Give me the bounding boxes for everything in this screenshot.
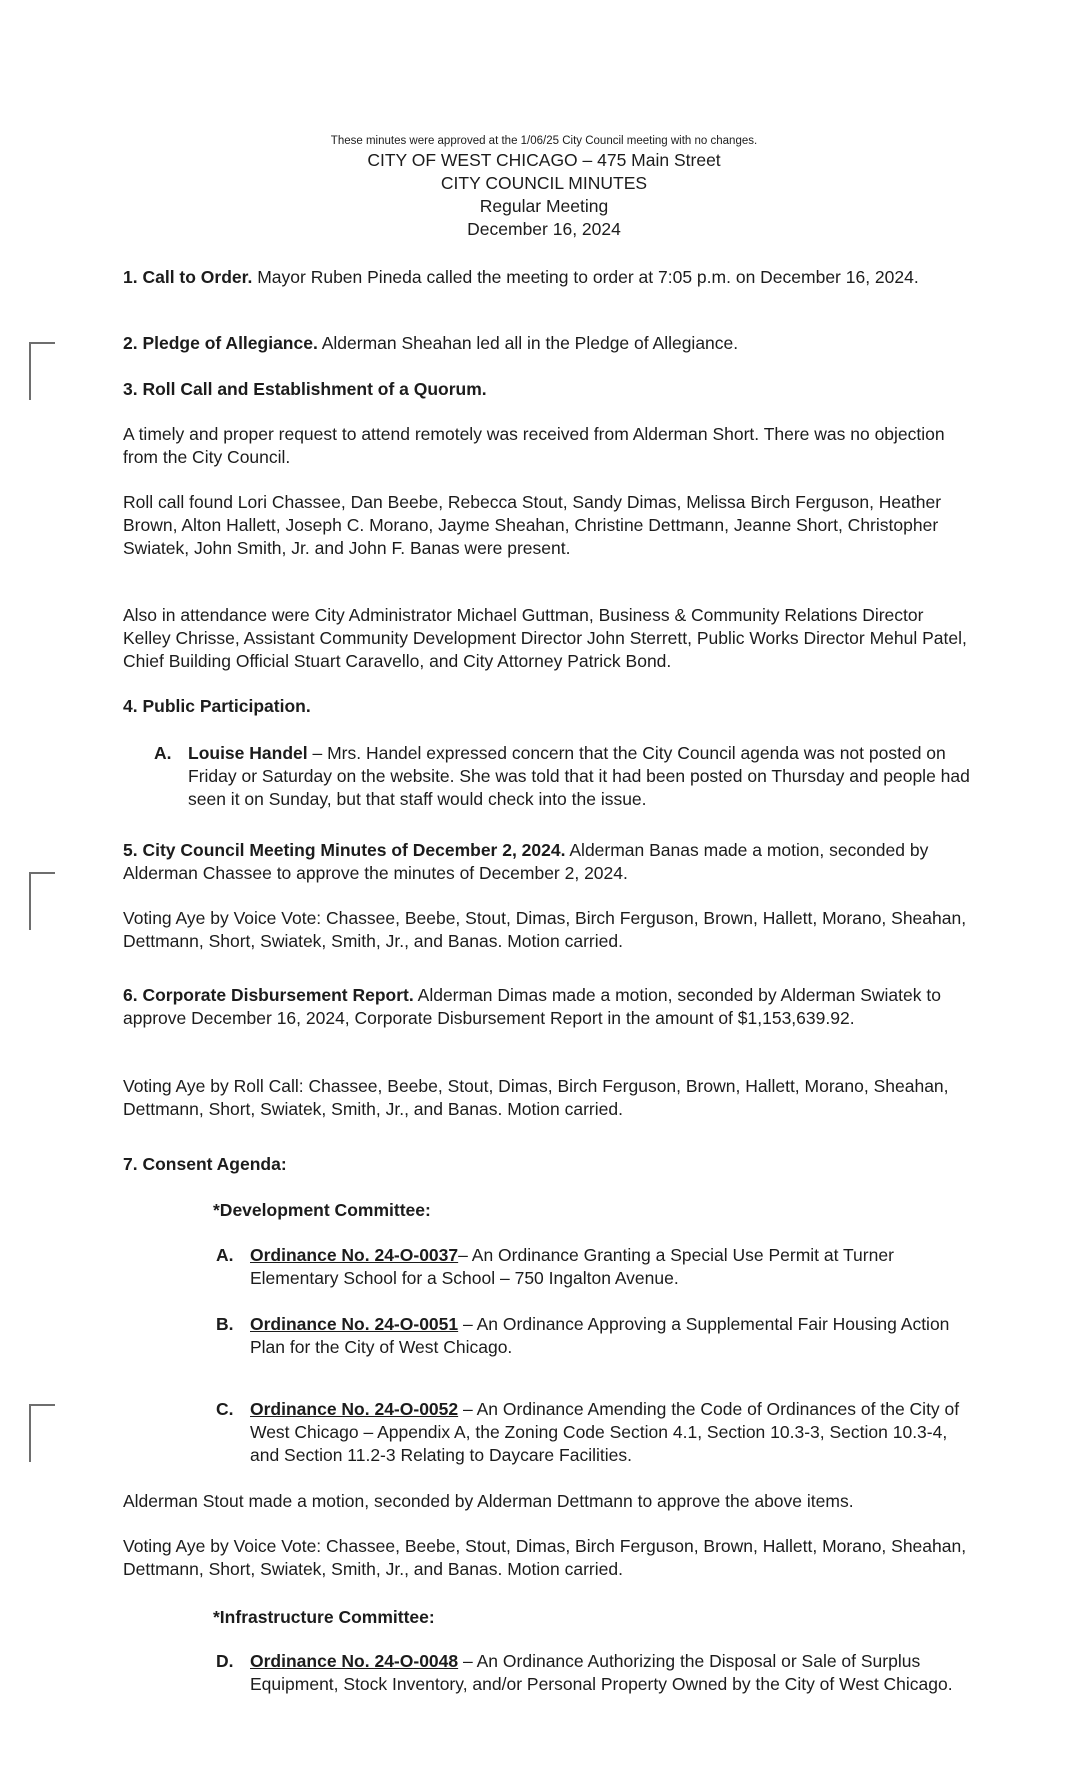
consent-vote: Voting Aye by Voice Vote: Chassee, Beebe, Stout, Dimas, Birch Ferguson, Brown, Hallett, Morano, Sheahan, Dettmann, Short, Swiatek, Smith, Jr., and Banas. Motion carried. — [123, 1536, 967, 1579]
ordinance-number: Ordinance No. 24-O-0048 — [250, 1651, 459, 1671]
ordinance-number: Ordinance No. 24-O-0037 — [250, 1245, 459, 1265]
development-committee-heading: *Development Committee: — [213, 1200, 431, 1220]
scan-bracket-mark — [29, 342, 55, 400]
ordinance-number: Ordinance No. 24-O-0051 — [250, 1314, 459, 1334]
item-heading: 2. Pledge of Allegiance. — [123, 333, 318, 353]
attendance-paragraph: Also in attendance were City Administrator Michael Guttman, Business & Community Relations Director Kelley Chrisse, Assistant Community Development Director John Sterrett, Public Works Director Mehul Patel, Chief Building Official Stuart Caravello, and City Attorney Patrick Bond. — [123, 605, 967, 671]
item-heading: 6. Corporate Disbursement Report. — [123, 985, 414, 1005]
minutes-vote: Voting Aye by Voice Vote: Chassee, Beebe, Stout, Dimas, Birch Ferguson, Brown, Hallett, Morano, Sheahan, Dettmann, Short, Swiatek, Smith, Jr., and Banas. Motion carried. — [123, 908, 967, 951]
consent-motion: Alderman Stout made a motion, seconded by Alderman Dettmann to approve the above items. — [123, 1491, 854, 1511]
item-heading: 5. City Council Meeting Minutes of December 2, 2024. — [123, 840, 566, 860]
meeting-date: December 16, 2024 — [467, 219, 621, 239]
item-text: Alderman Sheahan led all in the Pledge of Allegiance. — [317, 333, 739, 353]
item-text: Mayor Ruben Pineda called the meeting to order at 7:05 p.m. on December 16, 2024. — [252, 267, 919, 287]
public-comment-entry — [154, 742, 974, 811]
meeting-type: Regular Meeting — [479, 196, 609, 216]
ordinance-label: B. — [216, 1314, 234, 1334]
document-title: CITY COUNCIL MINUTES — [440, 173, 648, 193]
ordinance-label: C. — [216, 1399, 234, 1419]
entry-label: A. — [154, 743, 172, 763]
item-call-to-order — [123, 266, 973, 289]
item-heading: 1. Call to Order. — [123, 267, 253, 287]
ordinance-label: A. — [216, 1245, 234, 1265]
comment-text: – Mrs. Handel expressed concern that the City Council agenda was not posted on Friday or Saturday on the website. She was told that it had been posted on Thursday and people had seen it on Sunday, but that staff would check into the issue. — [188, 743, 970, 809]
item-text: Alderman Dimas made a motion, seconded by Alderman Swiatek to approve December 16, 2024, Corporate Disbursement Report in the amount of $1,153,639.92. — [123, 985, 941, 1028]
ordinance-text: – An Ordinance Granting a Special Use Permit at Turner Elementary School for a School – 750 Ingalton Avenue. — [250, 1245, 894, 1288]
ordinance-item — [216, 1313, 976, 1359]
ordinance-item — [216, 1650, 976, 1696]
ordinance-text: – An Ordinance Amending the Code of Ordinances of the City of West Chicago – Appendix A, the Zoning Code Section 4.1, Section 10.3-3, Section 10.3-4, and Section 11.2-3 Relating to Daycare Facilities. — [250, 1399, 960, 1465]
ordinance-item — [216, 1398, 976, 1467]
roll-call-paragraph: Roll call found Lori Chassee, Dan Beebe, Rebecca Stout, Sandy Dimas, Melissa Birch Ferguson, Heather Brown, Alton Hallett, Joseph C. Morano, Jayme Sheahan, Christine Dettmann, Jeanne Short, Christopher Swiatek, John Smith, Jr. and John F. Banas were present. — [123, 492, 942, 558]
infrastructure-committee-heading: *Infrastructure Committee: — [213, 1607, 435, 1627]
ordinance-label: D. — [216, 1651, 234, 1671]
item-minutes — [123, 839, 973, 885]
disbursement-vote: Voting Aye by Roll Call: Chassee, Beebe, Stout, Dimas, Birch Ferguson, Brown, Hallett, Morano, Sheahan, Dettmann, Short, Swiatek, Smith, Jr., and Banas. Motion carried. — [123, 1076, 949, 1119]
item-disbursement — [123, 984, 973, 1030]
item-public-participation-heading: 4. Public Participation. — [123, 696, 311, 716]
scan-bracket-mark — [29, 872, 55, 930]
ordinance-number: Ordinance No. 24-O-0052 — [250, 1399, 459, 1419]
remote-attendance-paragraph: A timely and proper request to attend remotely was received from Alderman Short. There was no objection from the City Council. — [123, 424, 945, 467]
scan-bracket-mark — [29, 1404, 55, 1462]
document-header — [122, 133, 966, 241]
ordinance-text: – An Ordinance Approving a Supplemental Fair Housing Action Plan for the City of West Chicago. — [250, 1314, 950, 1357]
item-consent-agenda-heading: 7. Consent Agenda: — [123, 1154, 287, 1174]
item-pledge — [123, 332, 973, 355]
item-roll-call-heading: 3. Roll Call and Establishment of a Quorum. — [123, 379, 487, 399]
ordinance-text: – An Ordinance Authorizing the Disposal or Sale of Surplus Equipment, Stock Inventory, and/or Personal Property Owned by the City of West Chicago. — [250, 1651, 953, 1694]
speaker-name: Louise Handel — [188, 743, 308, 763]
item-text: Alderman Banas made a motion, seconded by Alderman Chassee to approve the minutes of December 2, 2024. — [123, 840, 929, 883]
ordinance-item — [216, 1244, 976, 1290]
city-address-line: CITY OF WEST CHICAGO – 475 Main Street — [367, 150, 721, 170]
approval-note: These minutes were approved at the 1/06/25 City Council meeting with no changes. — [330, 135, 758, 147]
